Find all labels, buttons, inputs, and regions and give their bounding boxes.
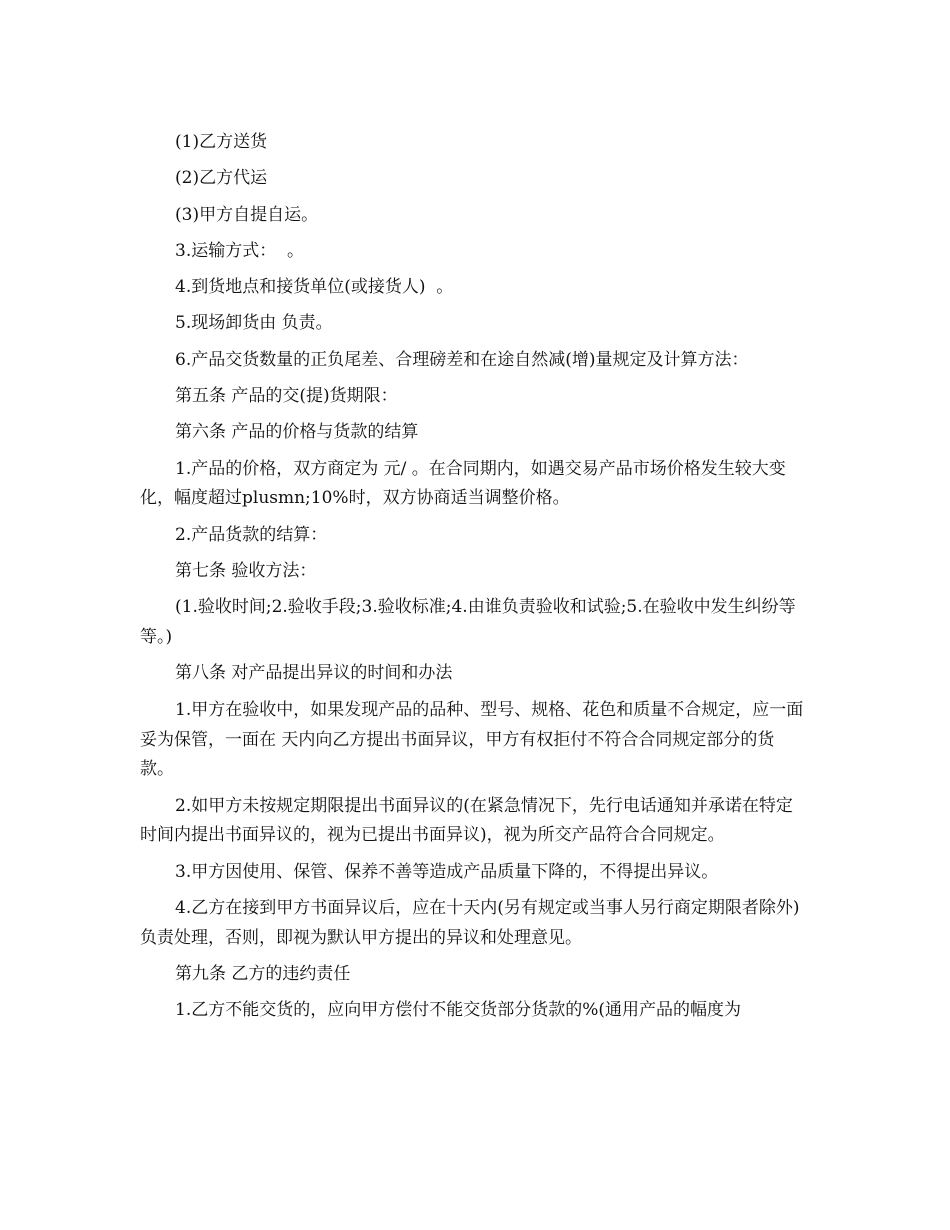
- paragraph-objection-4: 4.乙方在接到甲方书面异议后，应在十天内(另有规定或当事人另行商定期限者除外)负责处理，否则，即视为默认甲方提出的异议和处理意见。: [140, 898, 800, 948]
- paragraph-arrival-location: 4.到货地点和接货单位(或接货人) 。: [175, 277, 454, 298]
- paragraph-objection-1: 1.甲方在验收中，如果发现产品的品种、型号、规格、花色和质量不合规定，应一面妥为保管，一面在 天内向乙方提出书面异议，甲方有权拒付不符合合同规定部分的货款。: [140, 699, 804, 780]
- paragraph-product-price: 1.产品的价格，双方商定为 元/ 。在合同期内，如遇交易产品市场价格发生较大变化，幅度超过plusmn;10%时，双方协商适当调整价格。: [140, 458, 786, 509]
- paragraph-delivery-seller: (1)乙方送货: [175, 132, 268, 152]
- paragraph-quantity-tolerance: 6.产品交货数量的正负尾差、合理磅差和在途自然减(增)量规定及计算方法：: [175, 349, 749, 370]
- paragraph-objection-2: 2.如甲方未按规定期限提出书面异议的(在紧急情况下，先行电话通知并承诺在特定时间内提出书面异议的，视为已提出书面异议)，视为所交产品符合合同规定。: [140, 795, 793, 846]
- paragraph-inspection-items: (1.验收时间;2.验收手段;3.验收标准;4.由谁负责验收和试验;5.在验收中发生纠纷等等。): [140, 597, 796, 648]
- paragraph-delivery-agent: (2)乙方代运: [175, 168, 268, 189]
- paragraph-payment-settlement: 2.产品货款的结算：: [175, 524, 328, 545]
- heading-article-8: 第八条 对产品提出异议的时间和办法: [175, 663, 453, 684]
- paragraph-objection-3: 3.甲方因使用、保管、保养不善等造成产品质量下降的，不得提出异议。: [175, 861, 719, 882]
- heading-article-7: 第七条 验收方法：: [175, 561, 317, 582]
- paragraph-seller-liability-1: 1.乙方不能交货的，应向甲方偿付不能交货部分货款的%(通用产品的幅度为: [175, 1000, 742, 1021]
- paragraph-delivery-self-pickup: (3)甲方自提自运。: [175, 204, 319, 225]
- heading-article-5: 第五条 产品的交(提)货期限：: [175, 386, 398, 407]
- paragraph-unloading: 5.现场卸货由 负责。: [175, 313, 333, 334]
- document-body: [140, 128, 805, 1033]
- heading-article-9: 第九条 乙方的违约责任: [175, 964, 351, 985]
- paragraph-transport-method: 3.运输方式： 。: [175, 240, 305, 261]
- heading-article-6: 第六条 产品的价格与货款的结算: [175, 422, 419, 443]
